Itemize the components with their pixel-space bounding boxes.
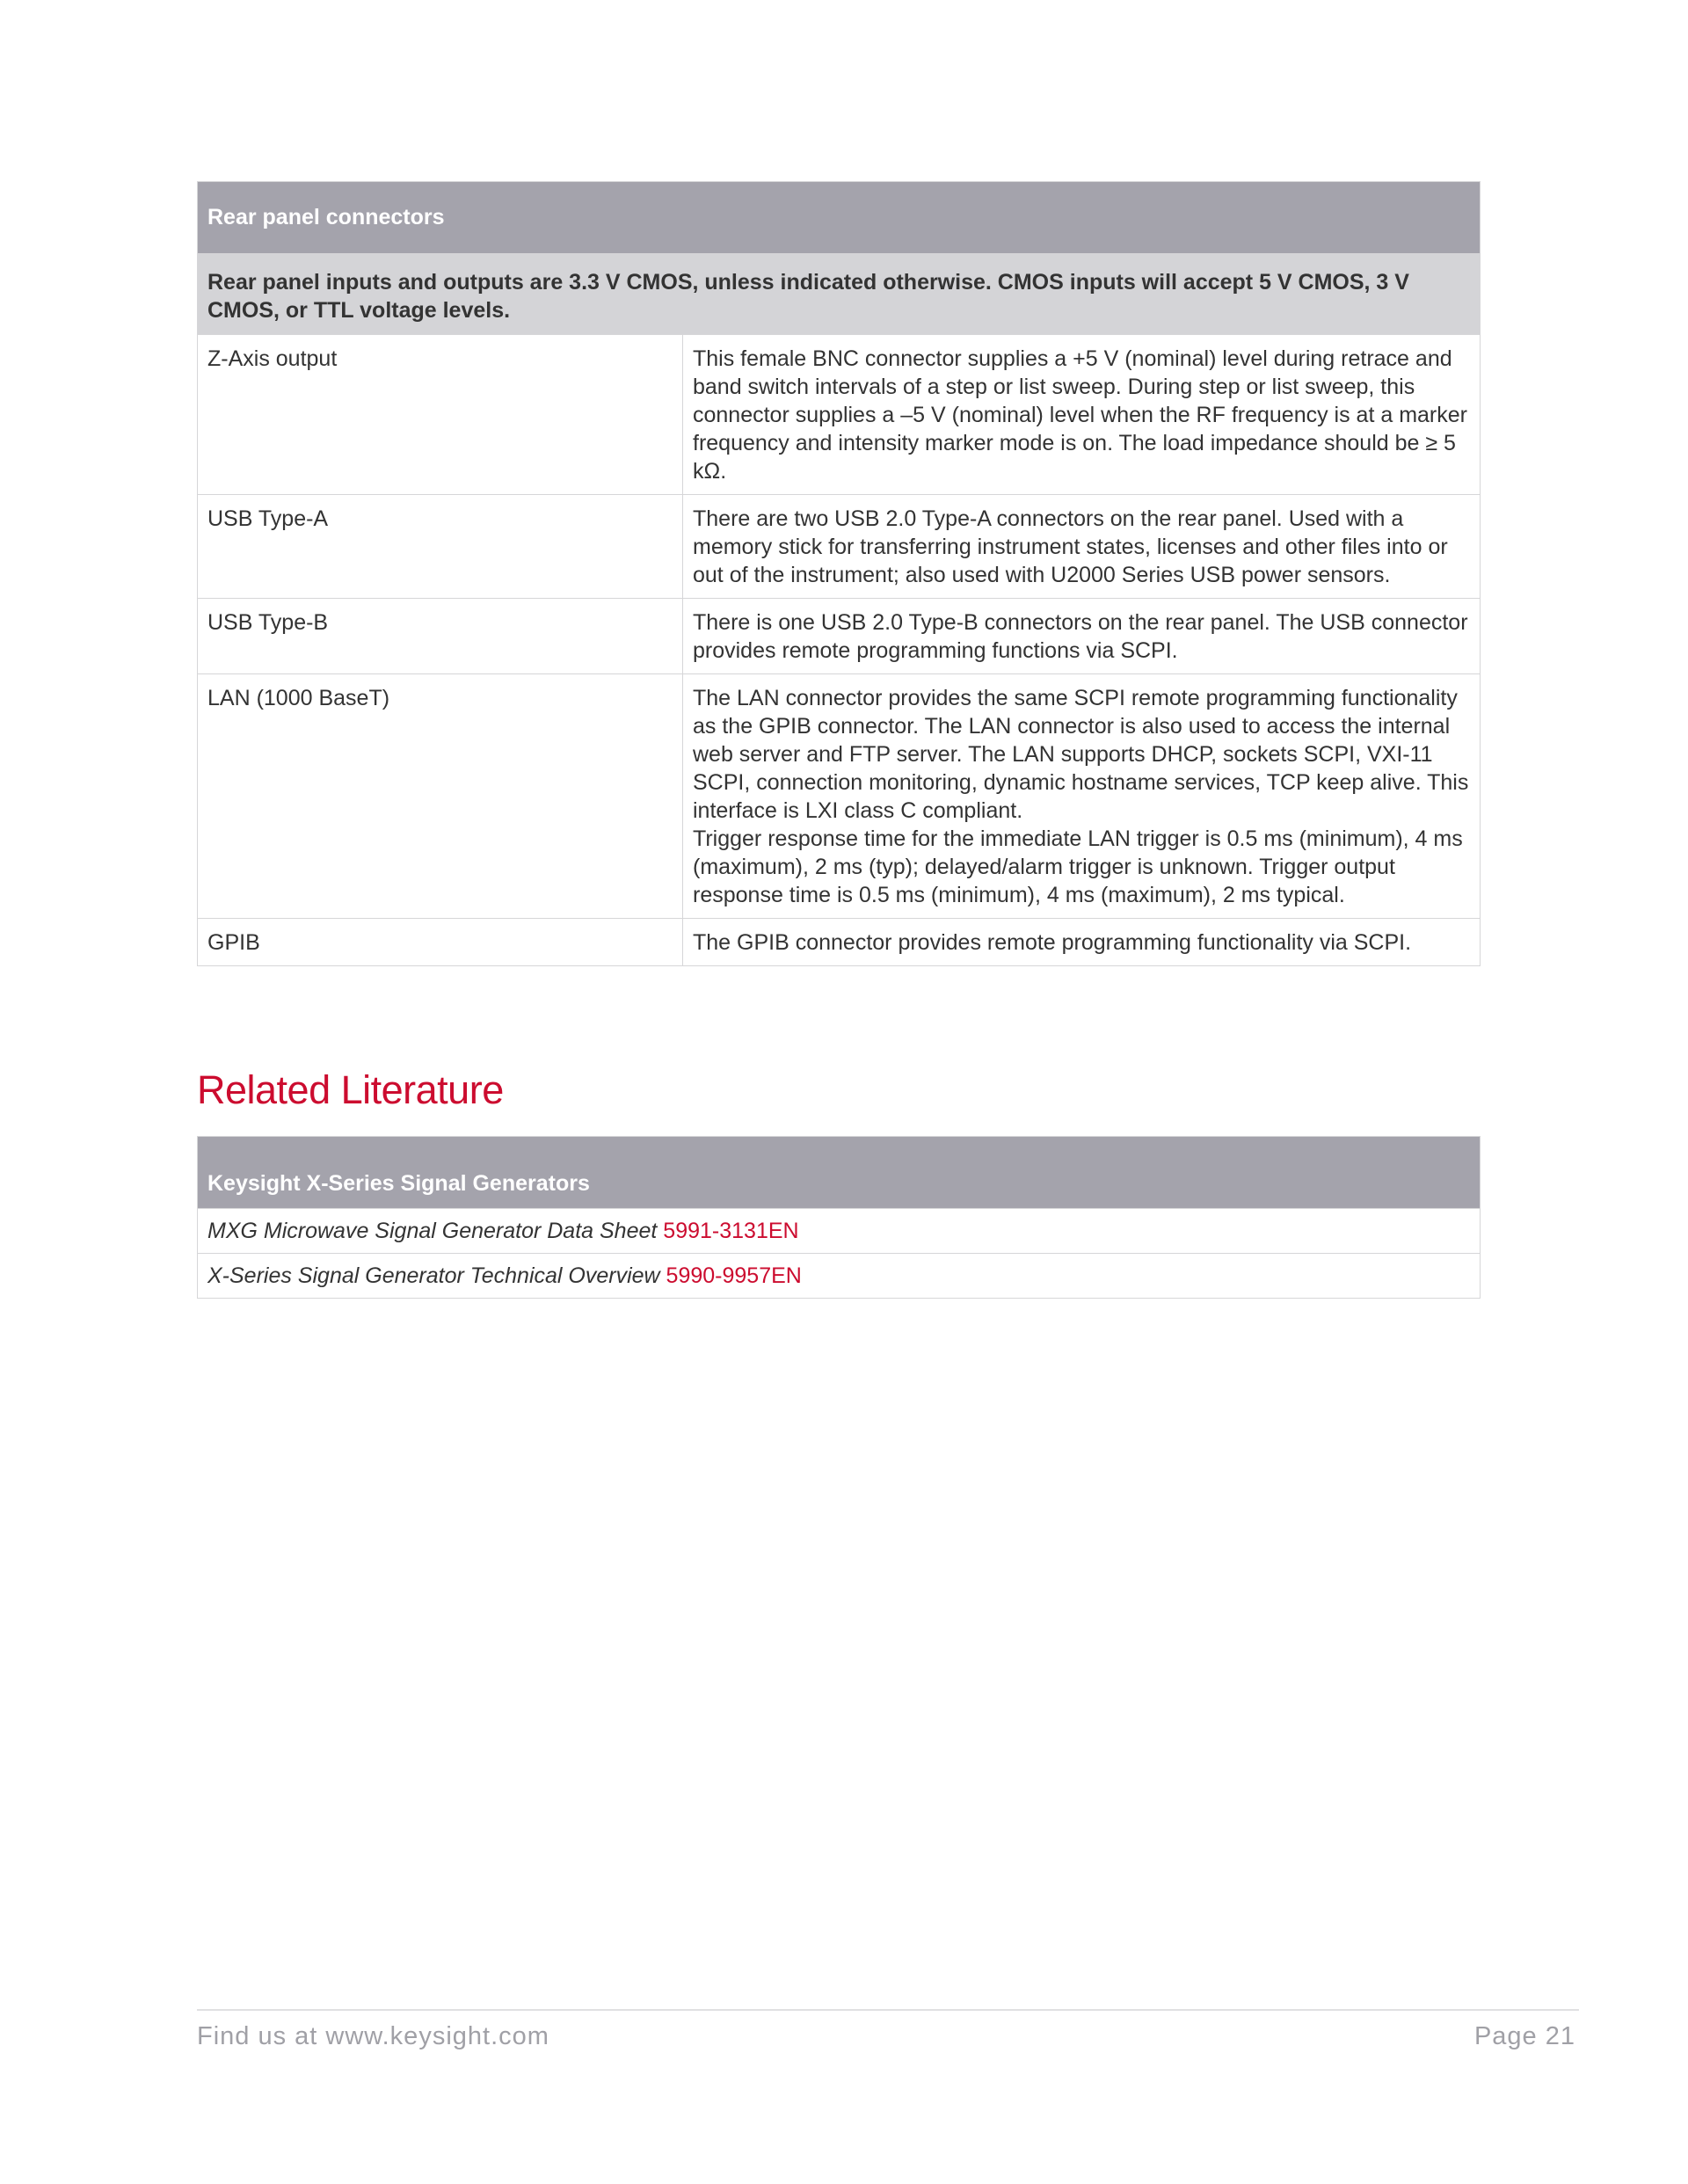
rear-panel-connectors-table (197, 181, 1481, 966)
table-row (198, 674, 1481, 919)
connector-description (683, 674, 1481, 919)
literature-title: MXG Microwave Signal Generator Data Sheet (207, 1219, 658, 1243)
table-header-row (198, 182, 1481, 254)
literature-table-title: Keysight X-Series Signal Generators (198, 1137, 1481, 1209)
table-note-row (198, 254, 1481, 335)
table-row (198, 495, 1481, 599)
table-row (198, 335, 1481, 495)
connector-label: LAN (1000 BaseT) (198, 674, 683, 919)
connector-label: Z-Axis output (198, 335, 683, 495)
connector-description: The GPIB connector provides remote programming functionality via SCPI. (683, 919, 1481, 966)
connector-description: There are two USB 2.0 Type-A connectors on the rear panel. Used with a memory stick for transferring instrument states, licenses and other files into or out of the instrument; also used with U2000 Series USB power sensors. (683, 495, 1481, 599)
literature-link[interactable]: 5991-3131EN (663, 1219, 799, 1243)
connector-label: USB Type-A (198, 495, 683, 599)
table-note: Rear panel inputs and outputs are 3.3 V CMOS, unless indicated otherwise. CMOS inputs will accept 5 V CMOS, 3 V CMOS, or TTL voltage levels. (198, 254, 1481, 335)
table-row (198, 919, 1481, 966)
footer-divider (197, 2009, 1579, 2011)
related-literature-heading: Related Literature (197, 1067, 504, 1112)
connector-description: This female BNC connector supplies a +5 V (nominal) level during retrace and band switch intervals of a step or list sweep. During step or list sweep, this connector supplies a –5 V (nominal) level when the RF frequency is at a marker frequency and intensity marker mode is on. The load impedance should be ≥ 5 kΩ. (683, 335, 1481, 495)
list-item (198, 1254, 1481, 1299)
table-title: Rear panel connectors (198, 182, 1481, 254)
related-literature-table (197, 1136, 1481, 1299)
table-header-row (198, 1137, 1481, 1209)
literature-title: X-Series Signal Generator Technical Overview (207, 1263, 660, 1288)
connector-label: USB Type-B (198, 599, 683, 674)
connector-description: There is one USB 2.0 Type-B connectors on the rear panel. The USB connector provides remote programming functions via SCPI. (683, 599, 1481, 674)
list-item (198, 1209, 1481, 1254)
page-number: Page 21 (1473, 2022, 1575, 2050)
footer-website: Find us at www.keysight.com (197, 2022, 549, 2050)
literature-link[interactable]: 5990-9957EN (666, 1263, 802, 1288)
lan-description-paragraph: The LAN connector provides the same SCPI remote programming functionality as the GPIB connector. The LAN connector is also used to access the internal web server and FTP server. The LAN supports DHCP, sockets SCPI, VXI-11 SCPI, connection monitoring, dynamic hostname services, TCP keep alive. This interface is LXI class C compliant. (693, 686, 1469, 823)
lan-trigger-paragraph: Trigger response time for the immediate LAN trigger is 0.5 ms (minimum), 4 ms (maximum), 2 ms (typ); delayed/alarm trigger is unknown. Trigger output response time is 0.5 ms (minimum), 4 ms (maximum), 2 ms typical. (693, 826, 1463, 907)
table-row (198, 599, 1481, 674)
connector-label: GPIB (198, 919, 683, 966)
